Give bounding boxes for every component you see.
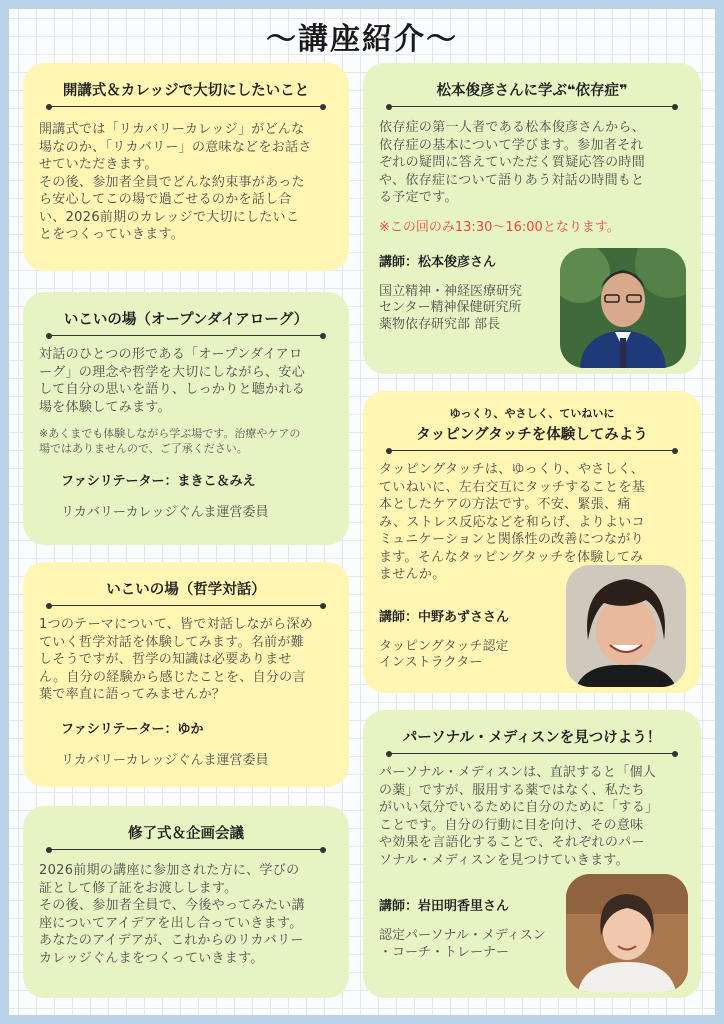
text-line: の薬」ですが、服用する薬ではなく、私たち (379, 782, 645, 798)
text-line: 依存症の基本について学びます。参加者それ (379, 137, 644, 153)
text-line: 開講式では「リカバリーカレッジ」がどんな (39, 122, 305, 137)
text-line: あなたのアイデアが、これからのリカバリー (39, 933, 304, 948)
text-line: 葉で率直に語ってみませんか？ (39, 687, 226, 702)
text-line: タッピングタッチは、ゆっくり、やさしく、 (379, 462, 645, 477)
card-title: いこいの場（哲学対話） (49, 578, 323, 606)
text-line: ていく哲学対話を体験してみます。名前が難 (39, 634, 304, 650)
text-line: とをつくっていきます。 (39, 227, 185, 242)
card-title: タッピングタッチを体験してみよう (389, 423, 675, 451)
text-line: 場ではありませんので、ご了承ください。 (39, 442, 248, 455)
card-body (39, 346, 333, 416)
text-line: 本としたケアの方法です。不安、緊張、痛 (379, 497, 631, 512)
text-line: ぞれの疑問に答えていただく質疑応答の時間 (379, 155, 646, 170)
text-line: 証として修了証をお渡しします。 (39, 880, 238, 896)
instructor-name: 講師：松本俊彦さん (379, 254, 497, 270)
text-line: ミュニケーションと関係性の改善につながり (379, 532, 644, 547)
facilitator-label: ファシリテーター：ゆか (61, 721, 204, 737)
text-line: ソナル・メディスンを見つけていきます。 (379, 852, 629, 868)
text-line: 対話のひとつの形である「オープンダイアロ (39, 347, 303, 362)
text-line: しそうですが、哲学の知識は必要ありませ (39, 652, 292, 667)
text-line: ーグ」の理念や哲学を大切にしながら、安心 (39, 364, 306, 380)
time-notice: ※この回のみ13:30〜16:00となります。 (379, 219, 620, 235)
text-line: その後、参加者全員でどんな約束事があった (39, 174, 305, 190)
text-line: 1つのテーマについて、皆で対話しながら深め (39, 617, 314, 632)
text-line: して自分の思いを語り、しっかりと聴かれる (39, 382, 306, 397)
text-line: 座についてアイデアを出し合っていきます。 (39, 915, 303, 931)
text-line: センター精神保健研究所 (379, 300, 522, 315)
text-line: み、ストレス反応などを和らげ、よりよいコ (379, 514, 645, 530)
facilitator-label: ファシリテーター：まきこ＆みえ (61, 474, 256, 489)
card-open-dialogue (23, 292, 349, 545)
text-line: インストラクター (379, 655, 483, 670)
text-line: ※あくまでも体験しながら学ぶ場です。治療やケアの (39, 427, 301, 440)
disclaimer-note (39, 426, 333, 456)
instructor-photo (566, 565, 686, 687)
text-line: がいい気分でいるために自分のために「する」 (379, 800, 659, 815)
text-line: その後、参加者全員で、今後やってみたい講 (39, 898, 305, 913)
text-line: パーソナル・メディスンは、直訳すると「個人 (379, 765, 657, 780)
text-line: 依存症の第一人者である松本俊彦さんから、 (379, 120, 646, 135)
card-subtitle: ゆっくり、やさしく、ていねいに (449, 407, 615, 420)
text-line: ことです。自分の行動に目を向け、その意味 (379, 817, 644, 833)
text-line: 国立精神・神経医療研究 (379, 283, 523, 299)
card-title: 修了式＆企画会議 (49, 822, 323, 850)
text-line: 認定パーソナル・メディスン (379, 928, 546, 943)
facilitator-affiliation: リカバリーカレッジぐんま運営委員 (61, 505, 269, 520)
text-line: ・コーチ・トレーナー (379, 944, 510, 960)
text-line: 場を体験してみます。 (39, 399, 171, 415)
facilitator-affiliation: リカバリーカレッジぐんま運営委員 (61, 752, 269, 768)
text-line: い、2026前期のカレッジで大切にしたいこ (39, 209, 300, 225)
card-title: 開講式＆カレッジで大切にしたいこと (49, 79, 323, 107)
card-title: いこいの場（オープンダイアローグ） (49, 308, 323, 336)
card-body (39, 862, 333, 967)
card-body (379, 119, 685, 207)
card-philosophy-dialogue (23, 562, 349, 787)
text-line: や、依存症について語りあう対話の時間もと (379, 172, 645, 188)
card-title: 松本俊彦さんに学ぶ❝依存症❞ (389, 79, 675, 107)
text-line: ていねいに、左右交互にタッチすることを基 (379, 479, 646, 495)
text-line: 薬物依存研究部 部長 (379, 316, 501, 332)
instructor-photo (566, 874, 688, 992)
card-body (39, 616, 333, 704)
instructor-photo (560, 248, 686, 368)
card-body (379, 764, 685, 869)
card-title: パーソナル・メディスンを見つけよう！ (389, 726, 675, 754)
text-line: ませんか。 (379, 567, 446, 582)
text-line: せていただきます。 (39, 157, 158, 172)
text-line: ら安心してこの場で過ごせるのかを話し合 (39, 192, 292, 207)
card-body (39, 121, 333, 244)
instructor-name: 講師：岩田明香里さん (379, 899, 510, 914)
text-line: ん。自分の経験から感じたことを、自分の言 (39, 669, 306, 685)
text-line: 場なのか、「リカバリー」の意味などをお話さ (39, 139, 312, 155)
page-title: 〜講座紹介〜 (266, 22, 458, 57)
text-line: タッピングタッチ認定 (379, 638, 509, 654)
text-line: ます。そんなタッピングタッチを体験してみ (379, 549, 644, 565)
text-line: 2026前期の講座に参加された方に、学びの (39, 863, 300, 878)
text-line: や効果を言語化することで、それぞれのパー (379, 835, 645, 850)
card-opening-ceremony (23, 63, 349, 271)
instructor-name: 講師：中野あずささん (379, 609, 510, 625)
text-line: カレッジぐんまをつくっていきます。 (39, 950, 264, 966)
text-line: る予定です。 (379, 190, 458, 205)
card-closing-ceremony (23, 806, 349, 998)
